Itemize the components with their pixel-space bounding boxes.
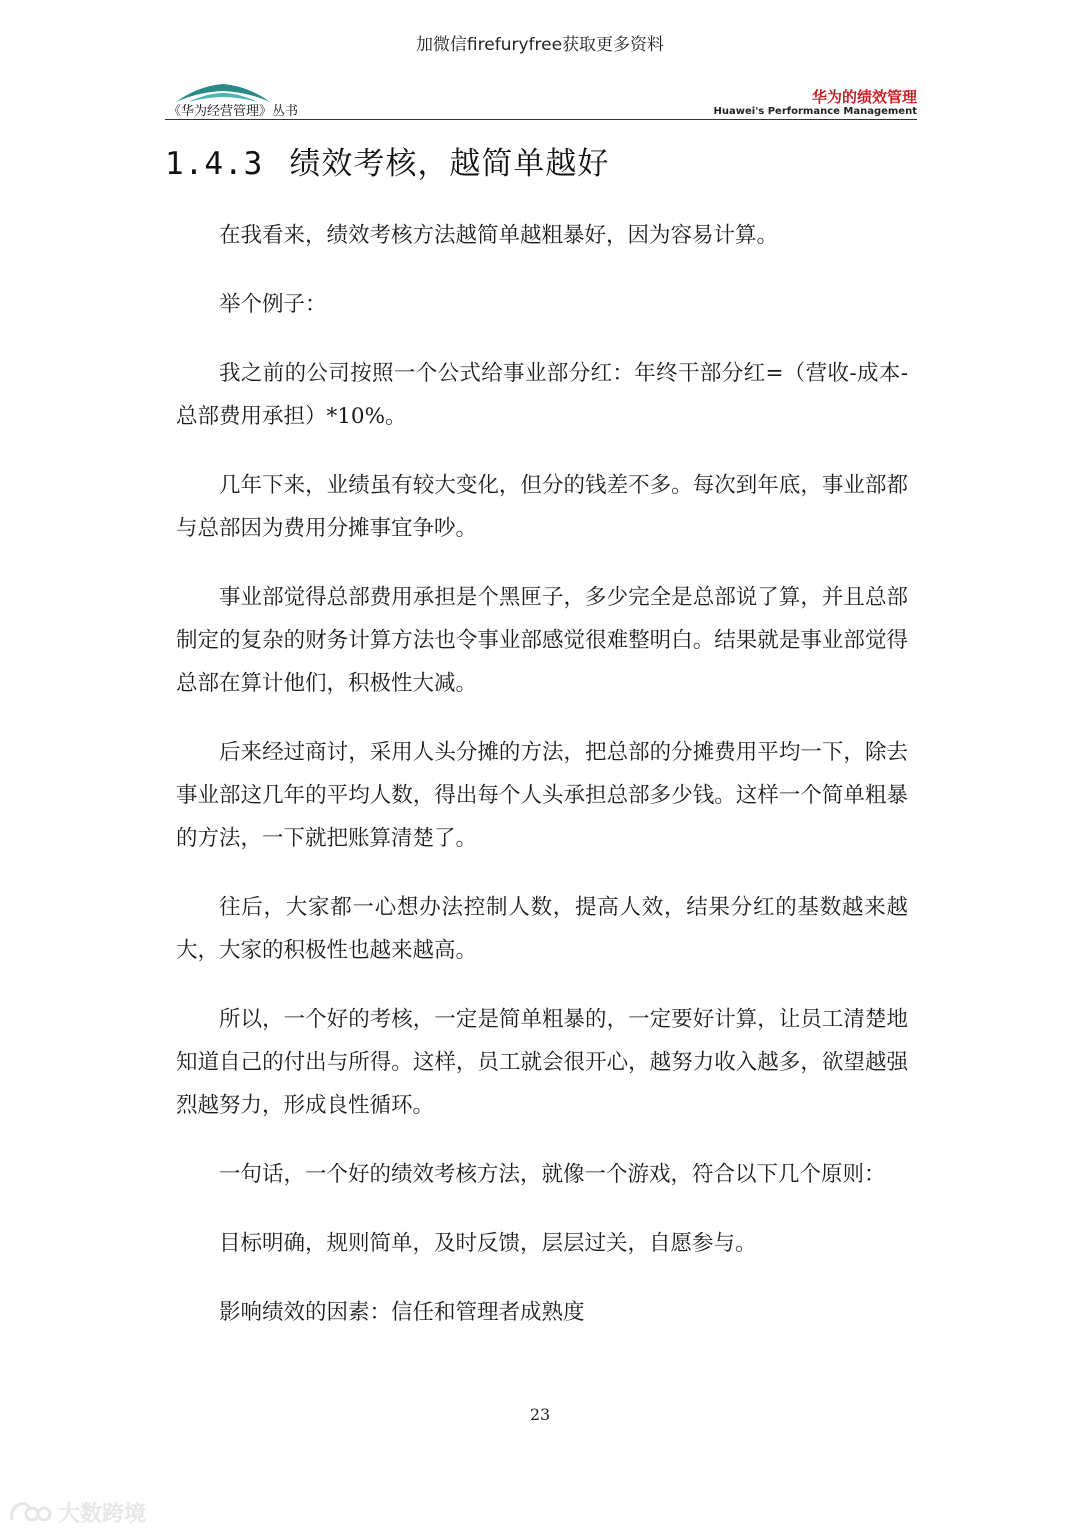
top-note: 加微信firefuryfree获取更多资料 [415,35,665,55]
paragraph: 往后，大家都一心想办法控制人数，提高人效，结果分红的基数越来越大，大家的积极性也越来越高。 [176,895,908,963]
paragraph: 我之前的公司按照一个公式给事业部分红：年终干部分红=（营收-成本-总部费用承担）*10%。 [176,361,908,429]
watermark [8,1497,146,1528]
watermark-text: 大数跨境 [58,1502,147,1527]
watermark-logo-icon [8,1500,52,1526]
series-title: 《华为经营管理》丛书 [168,104,299,119]
paragraph: 事业部觉得总部费用承担是个黑匣子，多少完全是总部说了算，并且总部制定的复杂的财务计算方法也令事业部感觉很难整明白。结果就是事业部觉得总部在算计他们，积极性大减。 [176,585,908,696]
section-number: 1.4.3 [165,146,264,182]
header-divider [165,119,917,120]
paragraph: 影响绩效的因素：信任和管理者成熟度 [219,1300,585,1325]
section-title-text: 绩效考核，越简单越好 [289,146,610,182]
section-heading [165,138,609,183]
brand-title-en: Huawei's Performance Management [713,106,917,117]
page-number: 23 [529,1405,551,1424]
paragraph: 一句话，一个好的绩效考核方法，就像一个游戏，符合以下几个原则： [219,1162,886,1187]
brand-block [714,88,917,118]
paragraph: 所以，一个好的考核，一定是简单粗暴的，一定要好计算，让员工清楚地知道自己的付出与所得。这样，员工就会很开心，越努力收入越多，欲望越强烈越努力，形成良性循环。 [176,1007,908,1118]
body-text [176,214,908,1360]
paragraph: 几年下来，业绩虽有较大变化，但分的钱差不多。每次到年底，事业部都与总部因为费用分摊事宜争吵。 [176,473,908,541]
paragraph: 举个例子： [219,292,327,317]
brand-title-cn: 华为的绩效管理 [811,88,917,106]
paragraph: 目标明确，规则简单，及时反馈，层层过关，自愿参与。 [219,1231,757,1256]
paragraph: 后来经过商讨，采用人头分摊的方法，把总部的分摊费用平均一下，除去事业部这几年的平均人数，得出每个人头承担总部多少钱。这样一个简单粗暴的方法，一下就把账算清楚了。 [176,740,908,851]
paragraph: 在我看来，绩效考核方法越简单越粗暴好，因为容易计算。 [219,223,779,248]
